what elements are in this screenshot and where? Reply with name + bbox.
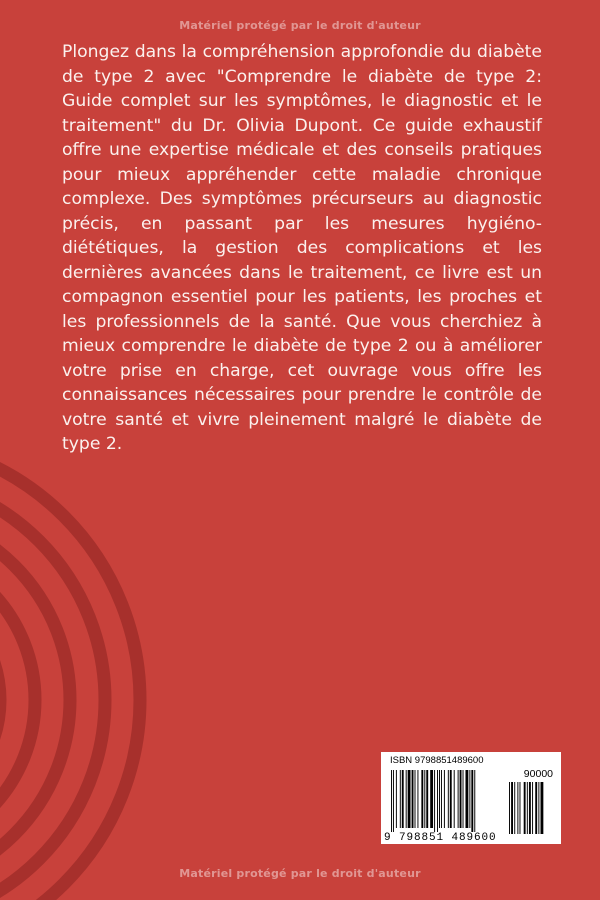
barcode-bar bbox=[439, 770, 440, 828]
barcode-bar bbox=[463, 770, 464, 828]
barcode-bar bbox=[458, 770, 459, 828]
barcode-addon-bar bbox=[532, 782, 533, 834]
barcode-addon-bar bbox=[527, 782, 528, 834]
barcode-addon-bar bbox=[517, 782, 518, 834]
barcode-bar bbox=[454, 770, 455, 828]
barcode-addon-bar bbox=[514, 782, 515, 834]
barcode-addon-bar bbox=[541, 782, 544, 834]
book-description: Plongez dans la compréhension approfondie du diabète de type 2 avec "Comprendre le diabète de type 2: Guide complet sur les symptômes, le diagnostic et le traitement" du Dr. Olivia Dupont. Ce guide exhaustif offre une expertise médicale et des conseils pratiques pour mieux appréhender cette maladie chronique complexe. Des symptômes précurseurs au diagnostic précis, en passant par les mesures hygiéno-diététiques, la gestion des complications et les dernières avancées dans le traitement, ce livre est un compagnon essentiel pour les patients, les proches et les professionnels de la santé. Que vous cherchiez à mieux comprendre le diabète de type 2 ou à améliorer votre prise en charge, cet ouvrage vous offre les connaissances nécessaires pour prendre le contrôle de votre santé et vivre pleinement malgré le diabète de type 2. bbox=[62, 42, 542, 454]
barcode-bar bbox=[408, 770, 411, 828]
barcode-bar bbox=[396, 770, 397, 828]
barcode-addon-bar bbox=[511, 782, 513, 834]
barcode-bar bbox=[448, 770, 449, 828]
barcode-digits: 9 798851 489600 bbox=[384, 832, 504, 844]
isbn-label: ISBN 9798851489600 bbox=[390, 755, 484, 766]
barcode-addon-bar bbox=[535, 782, 537, 834]
barcode-addon-bar bbox=[509, 782, 510, 834]
barcode-bar bbox=[444, 770, 445, 828]
barcode-addon-bar bbox=[529, 782, 531, 834]
barcode-bar bbox=[450, 770, 452, 828]
barcode-bar bbox=[469, 770, 470, 828]
barcode-bar bbox=[474, 770, 475, 834]
barcode-bar bbox=[424, 770, 425, 828]
barcode-addon-bar bbox=[538, 782, 539, 834]
barcode-bar bbox=[460, 770, 462, 828]
barcode-addon-bar bbox=[520, 782, 521, 834]
barcode-addon-bar bbox=[524, 782, 526, 834]
barcode-bar bbox=[391, 770, 392, 834]
barcode-bar bbox=[426, 770, 428, 828]
barcode-bar bbox=[412, 770, 414, 828]
barcode-bar bbox=[400, 770, 401, 828]
barcode-bar bbox=[402, 770, 404, 828]
barcode-bar bbox=[471, 770, 473, 834]
barcode-bar bbox=[437, 770, 438, 834]
barcode-bars bbox=[389, 770, 555, 834]
barcode-bar bbox=[406, 770, 407, 828]
barcode-bar bbox=[465, 770, 468, 828]
barcode-bar bbox=[434, 770, 435, 834]
barcode-bar bbox=[421, 770, 423, 828]
barcode-bar bbox=[417, 770, 418, 828]
copyright-watermark-bottom: Matériel protégé par le droit d'auteur bbox=[179, 867, 421, 880]
barcode-bar bbox=[430, 770, 433, 828]
barcode-bar bbox=[441, 770, 442, 828]
price-addon: 90000 bbox=[523, 768, 553, 780]
barcode-bar bbox=[393, 770, 394, 834]
copyright-watermark-top: Matériel protégé par le droit d'auteur bbox=[179, 19, 421, 32]
barcode-bar bbox=[415, 770, 416, 828]
isbn-barcode bbox=[381, 752, 561, 844]
